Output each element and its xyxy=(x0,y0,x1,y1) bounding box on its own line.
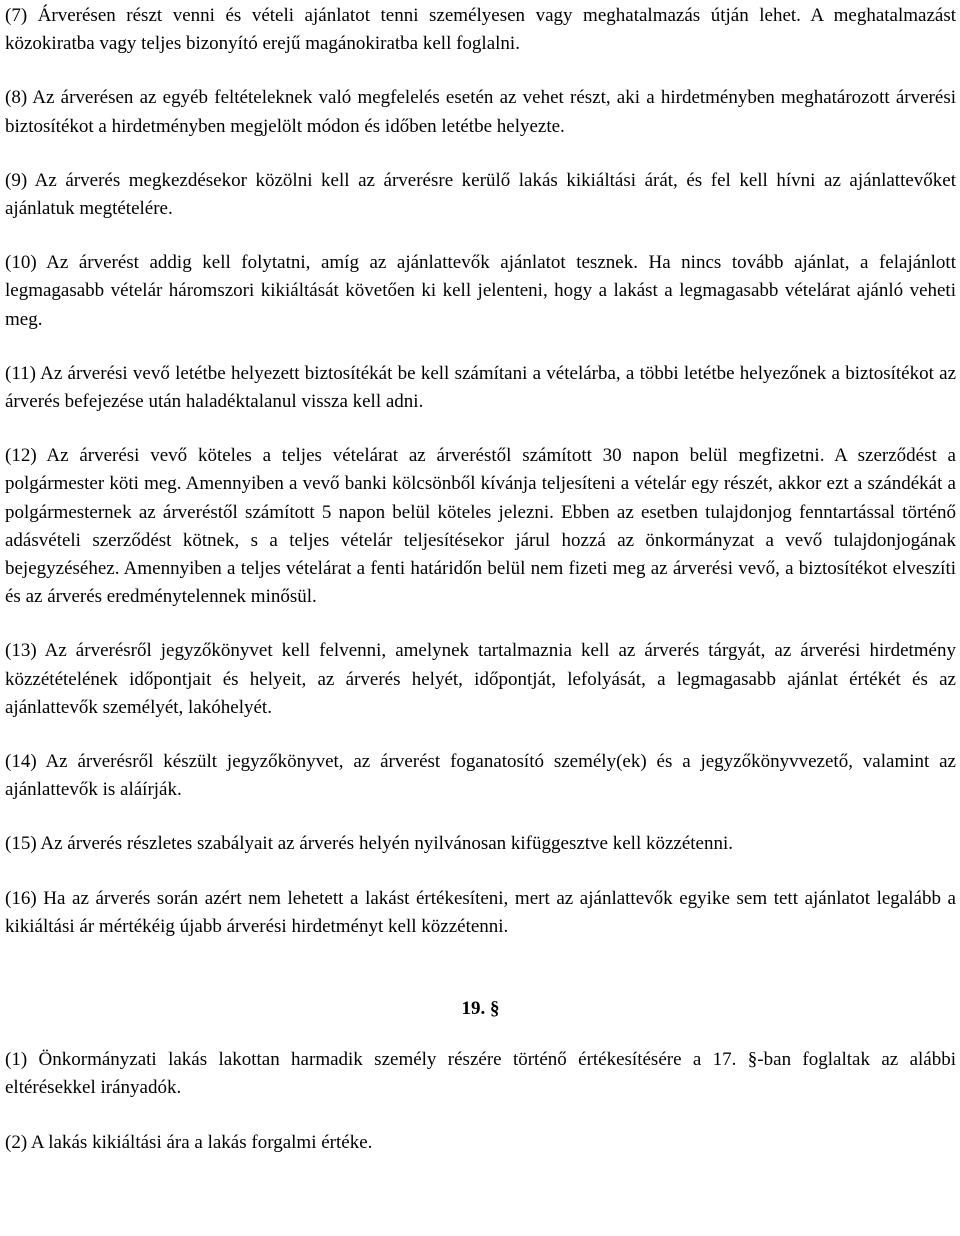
paragraph-9: (9) Az árverés megkezdésekor közölni kell az árverésre kerülő lakás kikiáltási árát, és fel kell hívni az ajánlattevőket ajánlatuk megtételére. xyxy=(5,169,956,220)
paragraph-16: (16) Ha az árverés során azért nem lehetett a lakást értékesíteni, mert az ajánlattevők egyike sem tett ajánlatot legalább a kikiáltási ár mértékéig újabb árverési hirdetményt kell közzétenni. xyxy=(5,887,956,937)
section-19-paragraph-1: (1) Önkormányzati lakás lakottan harmadik személy részére történő értékesítésére a 17. §-ban foglaltak az alábbi eltérésekkel irányadók. xyxy=(5,1049,956,1099)
paragraph-10: (10) Az árverést addig kell folytatni, amíg az ajánlattevők ajánlatot tesznek. Ha nincs tovább ajánlat, a felajánlott legmagasabb vételár háromszori kikiáltását követően ki kell jelenteni, hogy a lakást a legmagasabb vételárat ajánló veheti meg. xyxy=(5,252,956,330)
section-19-paragraph-2: (2) A lakás kikiáltási ára a lakás forgalmi értéke. xyxy=(5,1131,373,1153)
paragraph-15: (15) Az árverés részletes szabályait az árverés helyén nyilvánosan kifüggesztve kell közzétenni. xyxy=(5,833,734,855)
document-page xyxy=(5,0,956,1157)
paragraph-14: (14) Az árverésről készült jegyzőkönyvet, az árverést foganatosító személy(ek) és a jegyzőkönyvvezető, valamint az ajánlattevők is aláírják. xyxy=(5,751,956,801)
paragraph-8: (8) Az árverésen az egyéb feltételeknek való megfelelés esetén az vehet részt, aki a hirdetményben meghatározott árverési biztosítékot a hirdetményben megjelölt módon és időben letétbe helyezte. xyxy=(5,87,956,137)
paragraph-12: (12) Az árverési vevő köteles a teljes vételárat az árveréstől számított 30 napon belül megfizetni. A szerződést a polgármester köti meg. Amennyiben a vevő banki kölcsönből kívánja teljesíteni a vételár egy részét, akkor ezt a szándékát a polgármesternek az árveréstől számított 5 napon belül köteles jelezni. Ebben az esetben tulajdonjog fenntartással történő adásvételi szerződést kötnek, s a teljes vételár teljesítésekor járul hozzá az önkormányzat a vevő tulajdonjogának bejegyzéséhez. Amennyiben a teljes vételárat a fenti határidőn belül nem fizeti meg az árverési vevő, a biztosítékot elveszíti és az árverés eredménytelennek minősül. xyxy=(5,445,956,608)
paragraph-11: (11) Az árverési vevő letétbe helyezett biztosítékát be kell számítani a vételárba, a többi letétbe helyezőnek a biztosítékot az árverés befejezése után haladéktalanul vissza kell adni. xyxy=(5,362,956,413)
paragraph-13: (13) Az árverésről jegyzőkönyvet kell felvenni, amelynek tartalmaznia kell az árverés tárgyát, az árverési hirdetmény közzétételének időpontjait és helyeit, az árverés helyét, időpontját, lefolyását, a legmagasabb ajánlat értékét és az ajánlattevők személyét, lakóhelyét. xyxy=(5,640,956,718)
section-heading: 19. § xyxy=(461,998,500,1020)
paragraph-7: (7) Árverésen részt venni és vételi ajánlatot tenni személyesen vagy meghatalmazás útján lehet. A meghatalmazást közokiratba vagy teljes bizonyító erejű magánokiratba kell foglalni. xyxy=(5,5,956,55)
